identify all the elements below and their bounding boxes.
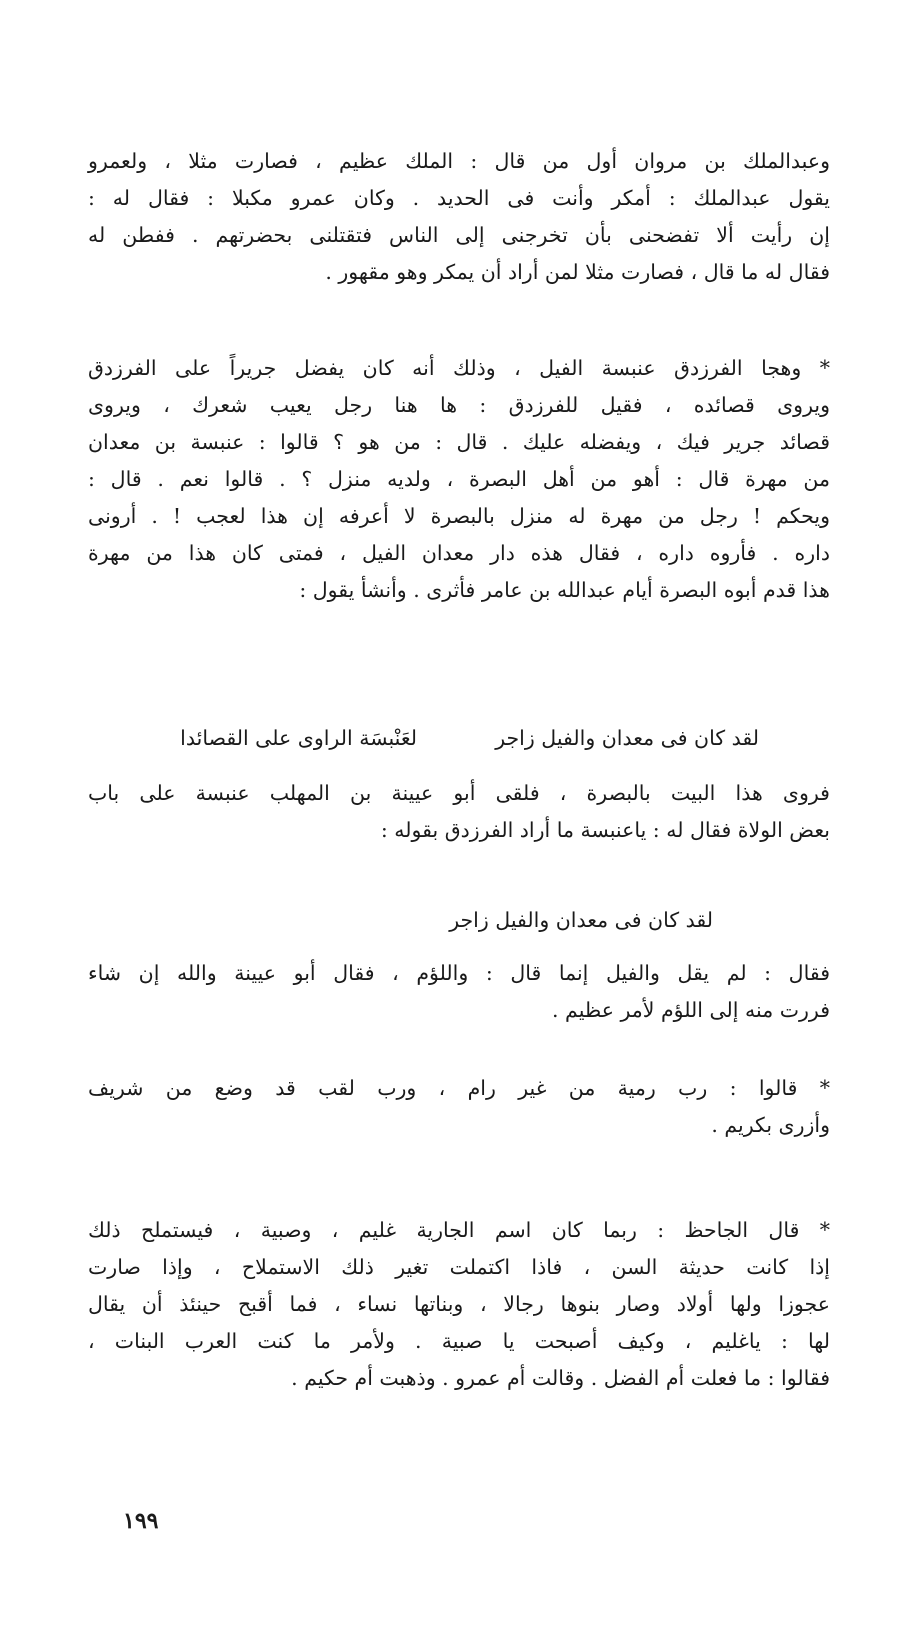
text-line: إن رأيت ألا تفضحنى بأن تخرجنى إلى الناس فتقتلنى بحضرتهم . ففطن له: [88, 223, 830, 247]
text-line: ويحكم ! رجل من مهرة له منزل بالبصرة لا أعرفه إن هذا لعجب ! . أرونى: [88, 504, 830, 528]
paragraph-3: [88, 775, 830, 849]
paragraph-1: [88, 143, 830, 291]
text-line: فقالوا : ما فعلت أم الفضل . وقالت أم عمرو . وذهبت أم حكيم .: [291, 1366, 830, 1390]
text-line: إذا كانت حديثة السن ، فاذا اكتملت تغير ذلك الاستملاح ، وإذا صارت: [88, 1255, 830, 1279]
paragraph-5: [88, 1070, 830, 1144]
text-line: هذا قدم أبوه البصرة أيام عبدالله بن عامر فأثرى . وأنشأ يقول :: [299, 578, 830, 602]
text-line: داره . فأروه داره ، فقال هذه دار معدان الفيل ، فمتى كان هذا من مهرة: [88, 541, 830, 565]
text-line: بعض الولاة فقال له : ياعنبسة ما أراد الفرزدق بقوله :: [380, 818, 830, 842]
page-number: ١٩٩: [123, 1508, 159, 1534]
text-line: فررت منه إلى اللؤم لأمر عظيم .: [552, 998, 830, 1022]
text-line: فقال له ما قال ، فصارت مثلا لمن أراد أن يمكر وهو مقهور .: [325, 260, 830, 284]
text-line: وعبدالملك بن مروان أول من قال : الملك عظيم ، فصارت مثلا ، ولعمرو: [88, 149, 830, 173]
verse-2-first-hemistich: لقد كان فى معدان والفيل زاجر: [449, 908, 713, 932]
paragraph-4: [88, 955, 830, 1029]
text-line: * وهجا الفرزدق عنبسة الفيل ، وذلك أنه كان يفضل جريراً على الفرزدق: [88, 356, 830, 380]
text-line: يقول عبدالملك : أمكر وأنت فى الحديد . وكان عمرو مكبلا : فقال له :: [88, 186, 830, 210]
text-line: لها : ياغليم ، وكيف أصبحت يا صبية . ولأمر ما كنت العرب البنات ،: [88, 1329, 830, 1353]
text-line: * قال الجاحظ : ربما كان اسم الجارية غليم ، وصبية ، فيستملح ذلك: [88, 1218, 830, 1242]
verse-1-second-hemistich: لعَنْبسَة الراوى على القصائدا: [180, 726, 417, 750]
text-line: فقال : لم يقل والفيل إنما قال : واللؤم ، فقال أبو عيينة والله إن شاء: [88, 961, 830, 985]
text-line: قصائد جرير فيك ، ويفضله عليك . قال : من هو ؟ قالوا : عنبسة بن معدان: [88, 430, 830, 454]
text-line: من مهرة قال : أهو من أهل البصرة ، ولديه منزل ؟ . قالوا نعم . قال :: [88, 467, 830, 491]
text-line: ويروى قصائده ، فقيل للفرزدق : ها هنا رجل يعيب شعرك ، ويروى: [88, 393, 830, 417]
text-line: * قالوا : رب رمية من غير رام ، ورب لقب قد وضع من شريف: [88, 1076, 830, 1100]
text-line: وأزرى بكريم .: [711, 1113, 830, 1137]
paragraph-2: [88, 350, 830, 609]
text-line: عجوزا ولها أولاد وصار بنوها رجالا ، وبناتها نساء ، فما أقبح حينئذ أن يقال: [88, 1292, 830, 1316]
text-line: فروى هذا البيت بالبصرة ، فلقى أبو عيينة بن المهلب عنبسة على باب: [88, 781, 830, 805]
paragraph-6: [88, 1212, 830, 1397]
verse-1-first-hemistich: لقد كان فى معدان والفيل زاجر: [495, 726, 759, 750]
